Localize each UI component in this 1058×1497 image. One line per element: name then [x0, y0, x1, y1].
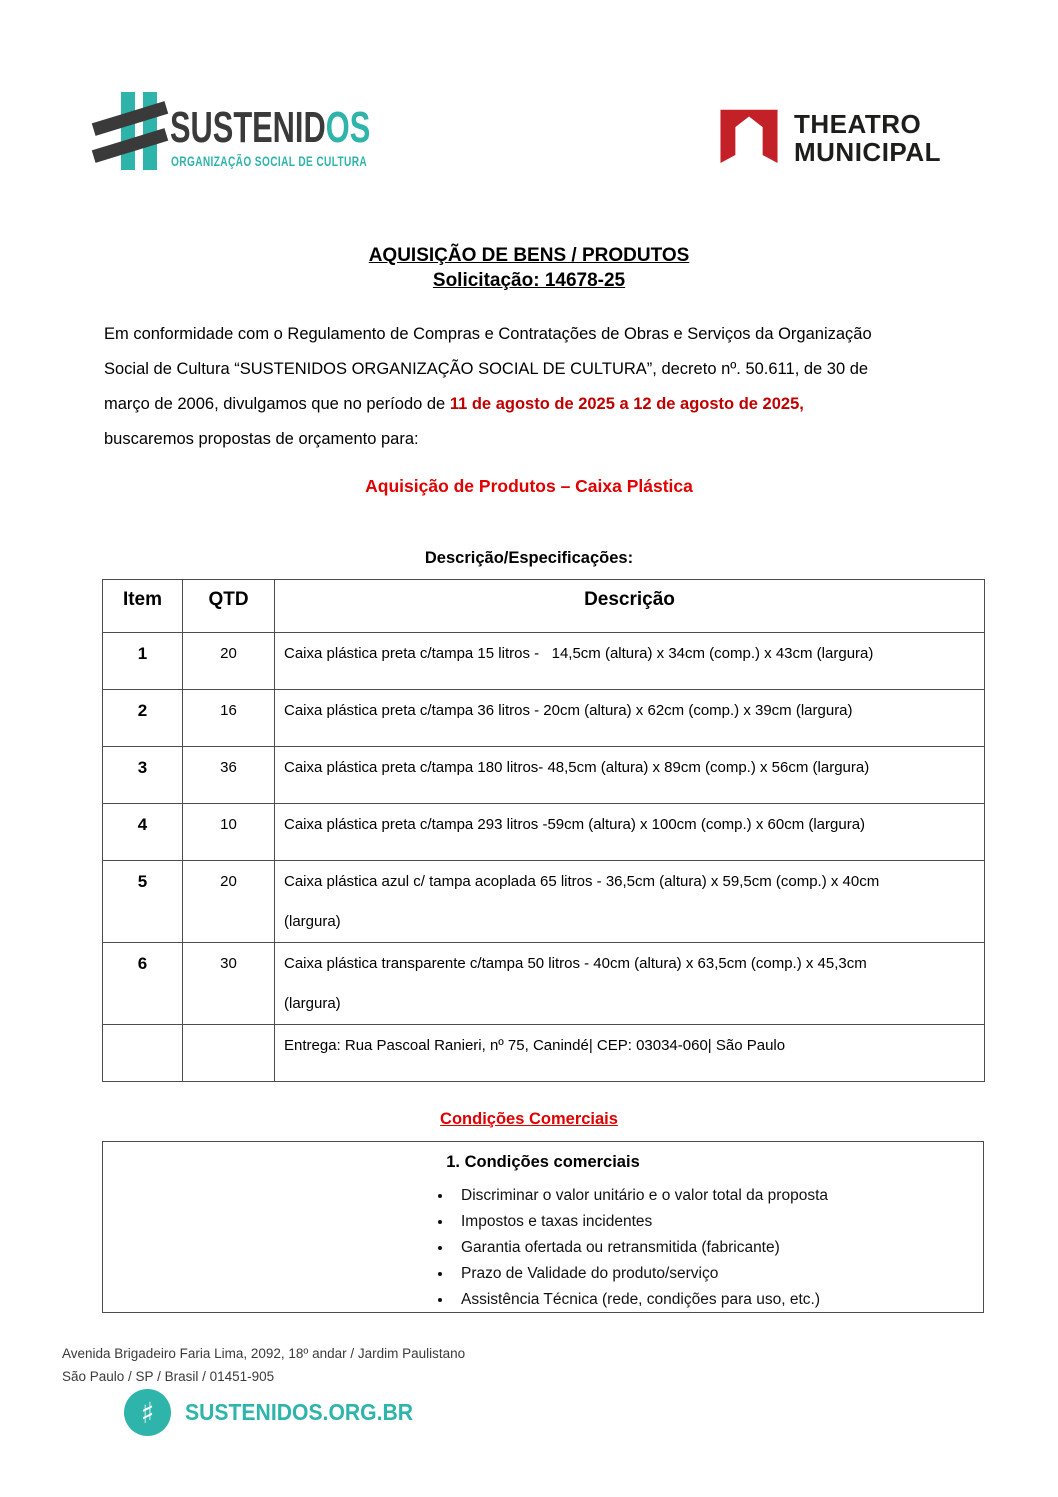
theatro-municipal-logo — [718, 104, 941, 170]
product-heading: Aquisição de Produtos – Caixa Plástica — [365, 476, 693, 496]
conditions-box-title: 1. Condições comerciais — [446, 1153, 640, 1171]
item-description: Caixa plástica preta c/tampa 36 litros - 20cm (altura) x 62cm (comp.) x 39cm (largura) — [275, 690, 985, 747]
item-number: 5 — [103, 861, 183, 943]
intro-line3-text: março de 2006, divulgamos que no período de — [104, 395, 450, 413]
item-qty — [183, 1025, 275, 1082]
item-number: 4 — [103, 804, 183, 861]
table-row — [103, 943, 985, 1025]
intro-line: buscaremos propostas de orçamento para: — [104, 430, 419, 448]
intro-line — [104, 387, 964, 422]
condition-item: • Assistência Técnica (rede, condições para uso, etc.) — [453, 1291, 983, 1309]
item-qty: 30 — [183, 943, 275, 1025]
sustenidos-name-dark: SUSTENID — [170, 103, 326, 152]
conditions-heading: Condições Comerciais — [440, 1110, 618, 1128]
col-header-desc: Descrição — [275, 580, 985, 633]
condition-item: • Prazo de Validade do produto/serviço — [453, 1265, 983, 1283]
table-row — [103, 633, 985, 690]
table-row — [103, 861, 985, 943]
condition-item: • Garantia ofertada ou retransmitida (fabricante) — [453, 1239, 983, 1257]
sustenidos-tagline: ORGANIZAÇÃO SOCIAL DE CULTURA — [171, 154, 368, 169]
sustenidos-logo — [95, 92, 515, 182]
item-qty: 10 — [183, 804, 275, 861]
theatro-line2: MUNICIPAL — [794, 137, 942, 167]
item-qty: 20 — [183, 861, 275, 943]
table-row — [103, 690, 985, 747]
delivery-address: Entrega: Rua Pascoal Ranieri, nº 75, Canindé| CEP: 03034-060| São Paulo — [275, 1025, 985, 1082]
theatro-line1: THEATRO — [794, 109, 922, 139]
theatro-arch-icon — [718, 104, 780, 170]
document-title — [0, 243, 1058, 293]
title-line1: AQUISIÇÃO DE BENS / PRODUTOS — [368, 245, 690, 266]
sustenidos-hash-icon — [95, 92, 163, 170]
item-number: 2 — [103, 690, 183, 747]
footer-address — [62, 1342, 465, 1388]
col-header-item: Item — [103, 580, 183, 633]
item-number: 6 — [103, 943, 183, 1025]
item-description: Caixa plástica transparente c/tampa 50 litros - 40cm (altura) x 63,5cm (comp.) x 45,3cm (largura) — [275, 943, 985, 1025]
item-number: 1 — [103, 633, 183, 690]
item-number — [103, 1025, 183, 1082]
footer-address-line1: Avenida Brigadeiro Faria Lima, 2092, 18º andar / Jardim Paulistano — [62, 1346, 466, 1361]
period-date-range: 11 de agosto de 2025 a 12 de agosto de 2025, — [449, 395, 804, 413]
col-header-qtd: QTD — [183, 580, 275, 633]
table-row — [103, 747, 985, 804]
theatro-wordmark — [794, 110, 941, 166]
item-qty: 16 — [183, 690, 275, 747]
sustenidos-site-url: SUSTENIDOS.ORG.BR — [185, 1399, 414, 1425]
intro-paragraph — [104, 317, 964, 457]
footer-address-line2: São Paulo / SP / Brasil / 01451-905 — [62, 1369, 275, 1384]
sustenidos-wordmark — [170, 103, 456, 169]
spec-table — [102, 579, 985, 1082]
item-description: Caixa plástica azul c/ tampa acoplada 65 litros - 36,5cm (altura) x 59,5cm (comp.) x 40cm (largura) — [275, 861, 985, 943]
item-description: Caixa plástica preta c/tampa 180 litros- 48,5cm (altura) x 89cm (comp.) x 56cm (largura) — [275, 747, 985, 804]
intro-line: Social de Cultura “SUSTENIDOS ORGANIZAÇÃO SOCIAL DE CULTURA”, decreto nº. 50.611, de 30 de — [104, 360, 869, 378]
sustenidos-circle-hash-icon: ♯ — [124, 1389, 171, 1436]
item-qty: 36 — [183, 747, 275, 804]
sustenidos-name — [170, 103, 371, 152]
table-row — [103, 804, 985, 861]
item-description: Caixa plástica preta c/tampa 15 litros - 14,5cm (altura) x 34cm (comp.) x 43cm (largura) — [275, 633, 985, 690]
table-header-row — [103, 580, 985, 633]
sustenidos-name-teal: OS — [325, 103, 371, 152]
intro-line: Em conformidade com o Regulamento de Compras e Contratações de Obras e Serviços da Organização — [104, 325, 872, 343]
conditions-list — [453, 1187, 983, 1309]
title-line2-solicitacao: Solicitação: 14678-25 — [432, 270, 626, 291]
footer-sustenidos-logo — [124, 1389, 433, 1436]
item-number: 3 — [103, 747, 183, 804]
conditions-box — [102, 1141, 984, 1313]
condition-item: • Discriminar o valor unitário e o valor total da proposta — [453, 1187, 983, 1205]
spec-label: Descrição/Especificações: — [424, 549, 634, 567]
item-description: Caixa plástica preta c/tampa 293 litros -59cm (altura) x 100cm (comp.) x 60cm (largura) — [275, 804, 985, 861]
condition-item: • Impostos e taxas incidentes — [453, 1213, 983, 1231]
table-row-delivery — [103, 1025, 985, 1082]
hash-bar-vertical — [121, 92, 135, 170]
item-qty: 20 — [183, 633, 275, 690]
